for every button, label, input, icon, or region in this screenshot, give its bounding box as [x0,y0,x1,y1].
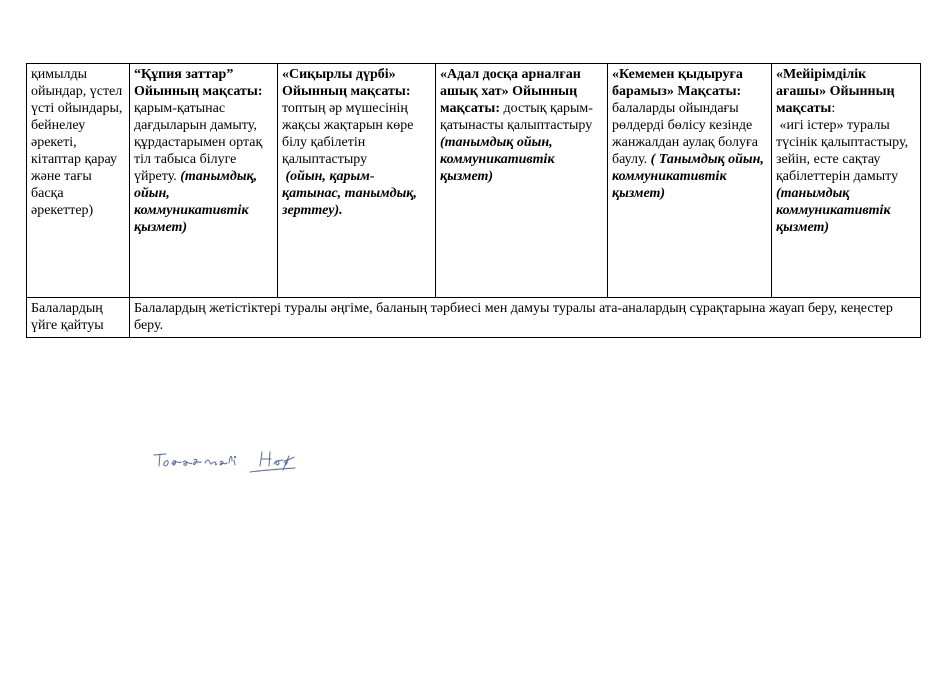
table-row [27,64,921,298]
signature-scribble [150,446,300,476]
goal-label: : [831,101,836,116]
row-label: Балалардың үйге қайтуы [31,301,104,333]
table-cell [608,64,772,298]
table-cell [278,64,436,298]
game-title: «Мейірімділік ағашы» Ойынның мақсаты [776,67,895,116]
game-title: «Кемемен қыдыруға барамыз» [612,67,743,99]
goal-text: топтың әр мүшесінің жақсы жақтарын көре білу қабілетін қалыптастыру [282,101,414,167]
activity-text: қимылды ойындар, үстел үсті ойындары, бейнелеу әрекеті, кітаптар қарау және тағы басқа әрекеттер) [31,67,123,218]
table-cell [27,298,130,338]
activity-types: (танымдық, ойын, коммуникативтік қызмет) [134,169,258,235]
game-title: «Сиқырлы дүрбі» [282,67,396,82]
activity-types: (ойын, қарым-қатынас, танымдық, зерттеу). [282,169,417,218]
table-cell [436,64,608,298]
table-cell [130,298,921,338]
activity-types: ( Танымдық ойын, коммуникативтік қызмет) [612,152,764,201]
goal-text: балаларды ойындағы рөлдерді бөлісу кезінде жанжалдан аулақ болуға баулу. [612,101,758,167]
handwritten-signature [150,446,300,476]
table-cell [772,64,921,298]
game-title: “Құпия заттар” [134,67,234,82]
goal-text: «игі істер» туралы түсінік қалыптастыру, зейін, есте сақтау қабілеттерін дамыту [776,118,909,184]
activity-types: (танымдық коммуникативтік қызмет) [776,186,891,235]
table-row [27,298,921,338]
goal-text: қарым-қатынас дағдыларын дамыту, құрдастарымен ортақ тіл табыса білуге үйрету. [134,101,263,184]
activity-types: (танымдық ойын, коммуникативтік қызмет) [440,135,555,184]
plan-table [26,63,921,338]
goal-label: Мақсаты: [677,84,742,99]
table-cell [27,64,130,298]
table-cell [130,64,278,298]
goal-label: Ойынның мақсаты: [282,84,411,99]
goal-label: Ойынның мақсаты: [440,84,578,116]
goal-text: достық қарым-қатынасты қалыптастыру [440,101,593,133]
game-title: «Адал досқа арналған ашық хат» [440,67,581,99]
goal-label: Ойынның мақсаты: [134,84,263,99]
row-text: Балалардың жетістіктері туралы әңгіме, баланың тәрбиесі мен дамуы туралы ата-аналардың сұрақтарына жауап беру, кеңестер беру. [134,301,893,333]
